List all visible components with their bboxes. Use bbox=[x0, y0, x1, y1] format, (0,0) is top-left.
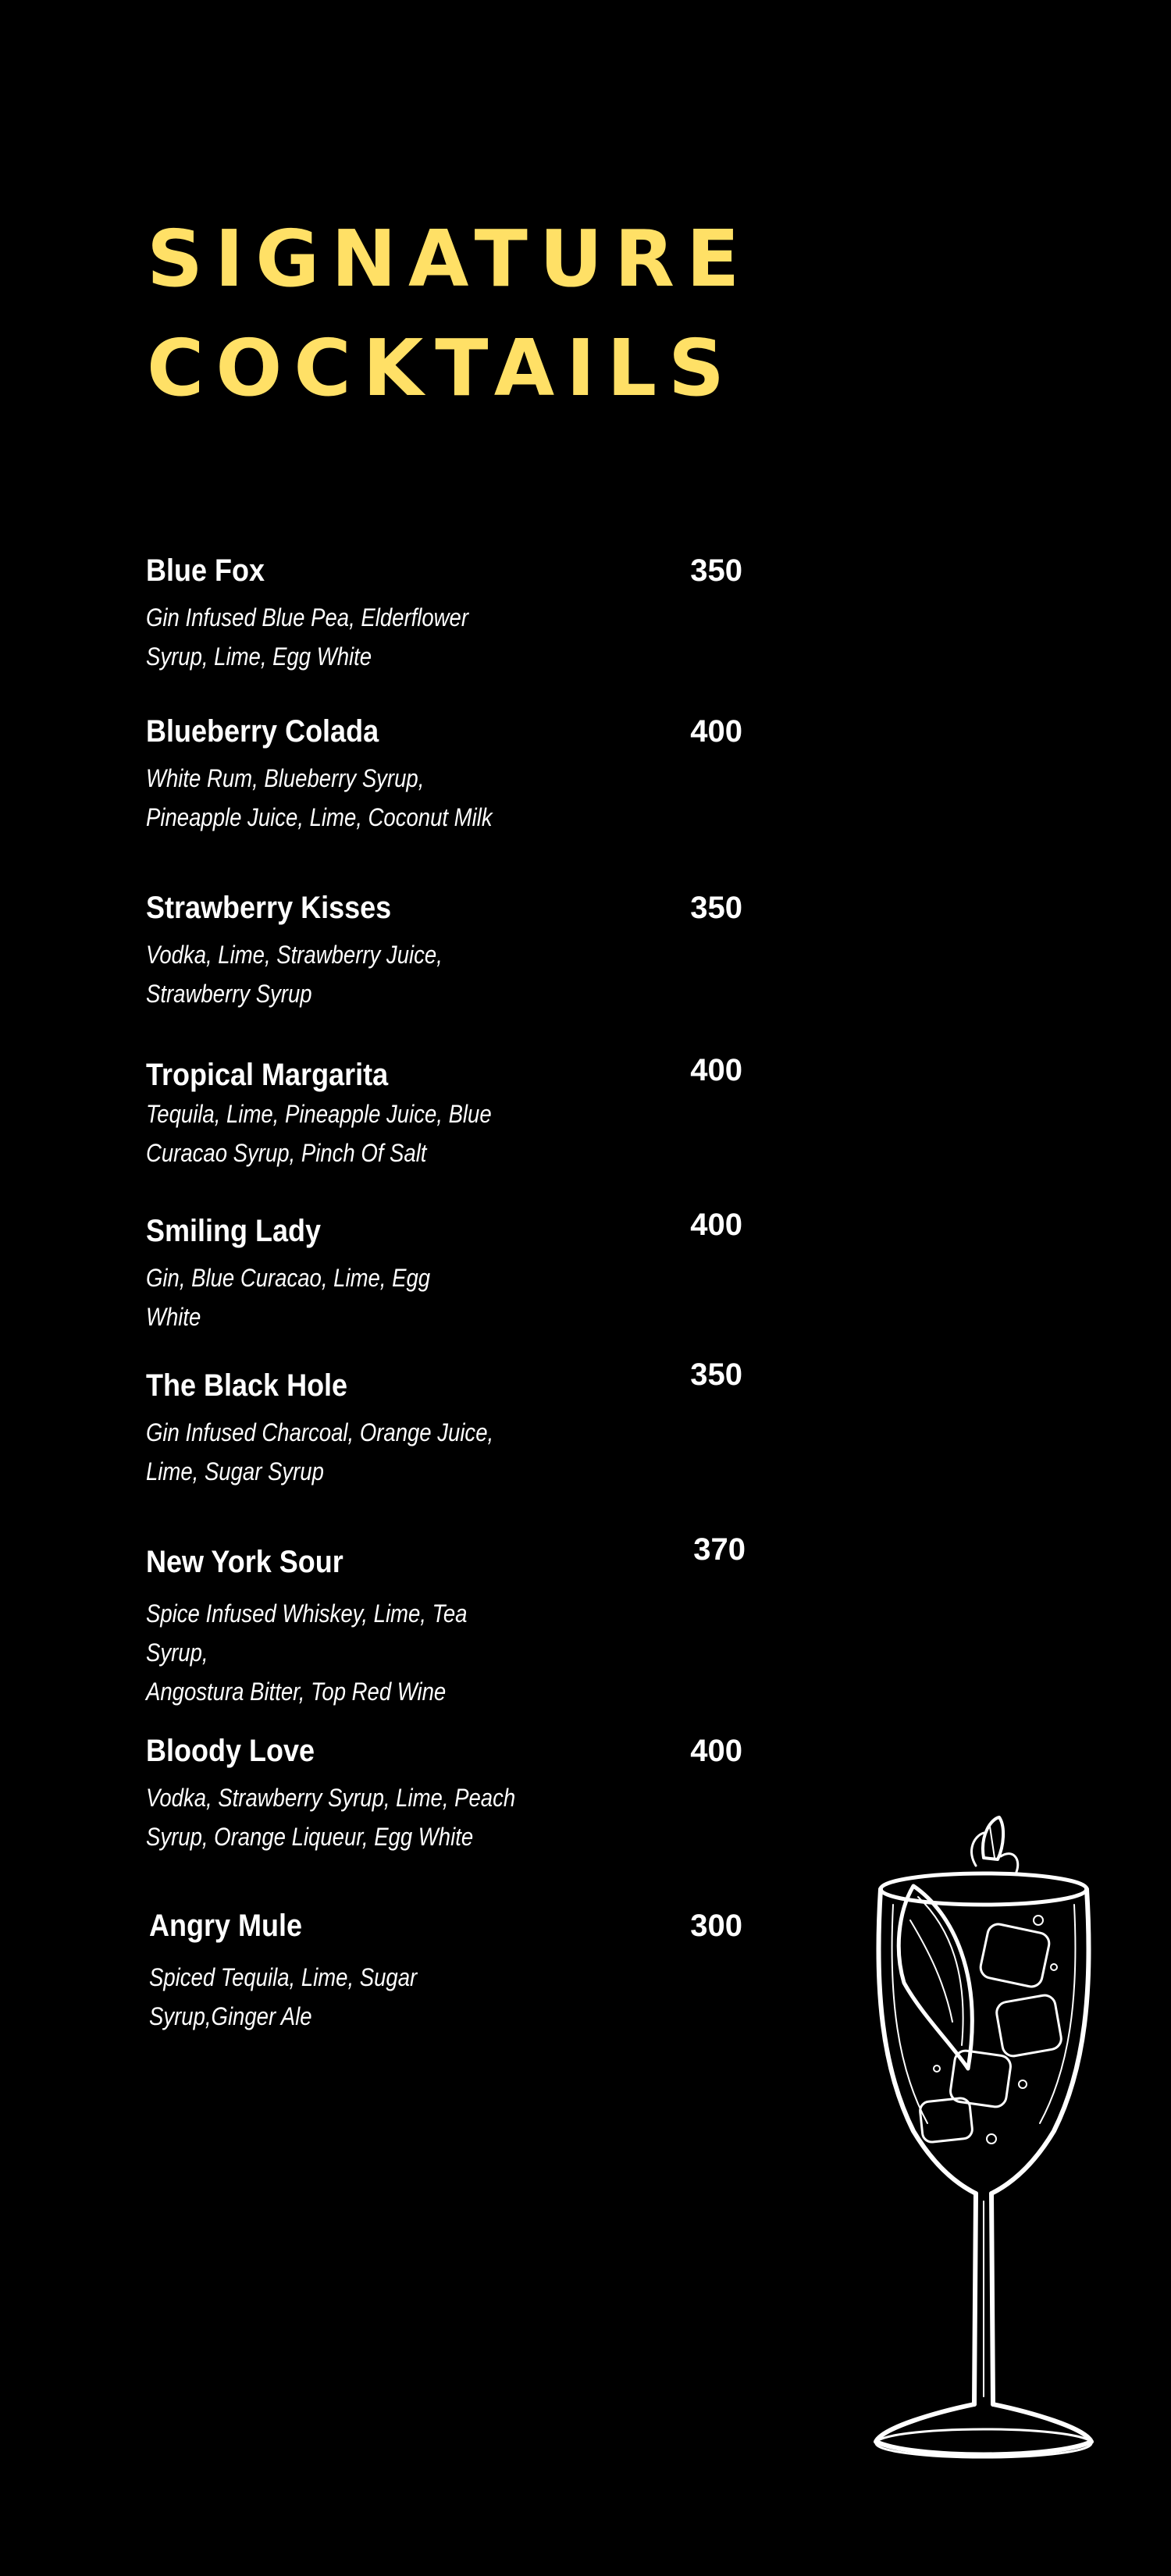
item-description-line: Vodka, Strawberry Syrup, Lime, Peach bbox=[146, 1784, 516, 1812]
item-description bbox=[146, 935, 522, 1013]
item-description-line: Gin, Blue Curacao, Lime, Egg bbox=[146, 1264, 431, 1292]
item-description-line: Spiced Tequila, Lime, Sugar bbox=[149, 1963, 418, 1991]
item-description bbox=[146, 759, 522, 837]
item-description-line: Curacao Syrup, Pinch Of Salt bbox=[146, 1139, 427, 1167]
wine-glass-cocktail-icon bbox=[867, 1811, 1101, 2467]
item-name: Bloody Love bbox=[146, 1734, 315, 1768]
item-description bbox=[146, 598, 522, 676]
item-description-line: Strawberry Syrup bbox=[146, 980, 312, 1008]
page-title bbox=[147, 205, 849, 423]
title-line-2: COCKTAILS bbox=[147, 322, 737, 414]
item-name: Blueberry Colada bbox=[146, 714, 379, 749]
item-description bbox=[146, 1594, 522, 1711]
item-price: 350 bbox=[690, 553, 742, 588]
item-description-line: Tequila, Lime, Pineapple Juice, Blue bbox=[146, 1100, 492, 1128]
item-description-line: Syrup, Orange Liqueur, Egg White bbox=[146, 1823, 474, 1851]
item-price: 400 bbox=[690, 714, 742, 749]
item-name: Tropical Margarita bbox=[146, 1058, 389, 1092]
item-description-line: Lime, Sugar Syrup bbox=[146, 1457, 324, 1485]
item-description-line: Syrup, Lime, Egg White bbox=[146, 642, 372, 671]
item-price: 400 bbox=[690, 1208, 742, 1242]
item-description bbox=[146, 1094, 522, 1172]
item-name: Strawberry Kisses bbox=[146, 891, 392, 925]
item-description bbox=[146, 1258, 522, 1336]
item-price: 400 bbox=[690, 1053, 742, 1087]
item-description-line: Syrup,Ginger Ale bbox=[149, 2002, 312, 2030]
item-price: 400 bbox=[690, 1734, 742, 1768]
item-description-line: Gin Infused Charcoal, Orange Juice, bbox=[146, 1418, 494, 1446]
item-name: Angry Mule bbox=[149, 1909, 303, 1943]
item-description-line: White Rum, Blueberry Syrup, bbox=[146, 764, 425, 792]
item-price: 350 bbox=[690, 891, 742, 925]
item-name: Blue Fox bbox=[146, 553, 265, 588]
item-description bbox=[146, 1778, 522, 1856]
item-description bbox=[149, 1958, 525, 2036]
item-name: New York Sour bbox=[146, 1545, 343, 1579]
item-description-line: White bbox=[146, 1303, 201, 1331]
item-description-line: Pineapple Juice, Lime, Coconut Milk bbox=[146, 803, 493, 831]
title-line-1: SIGNATURE bbox=[147, 213, 752, 304]
item-description bbox=[146, 1413, 522, 1491]
item-description-line: Angostura Bitter, Top Red Wine bbox=[146, 1678, 447, 1706]
item-description-line: Spice Infused Whiskey, Lime, Tea Syrup, bbox=[146, 1599, 468, 1667]
item-name: Smiling Lady bbox=[146, 1214, 322, 1248]
item-description-line: Vodka, Lime, Strawberry Juice, bbox=[146, 941, 443, 969]
item-price: 350 bbox=[690, 1357, 742, 1392]
item-name: The Black Hole bbox=[146, 1368, 348, 1403]
item-price: 300 bbox=[690, 1909, 742, 1943]
item-price: 370 bbox=[693, 1532, 746, 1567]
item-description-line: Gin Infused Blue Pea, Elderflower bbox=[146, 603, 469, 632]
